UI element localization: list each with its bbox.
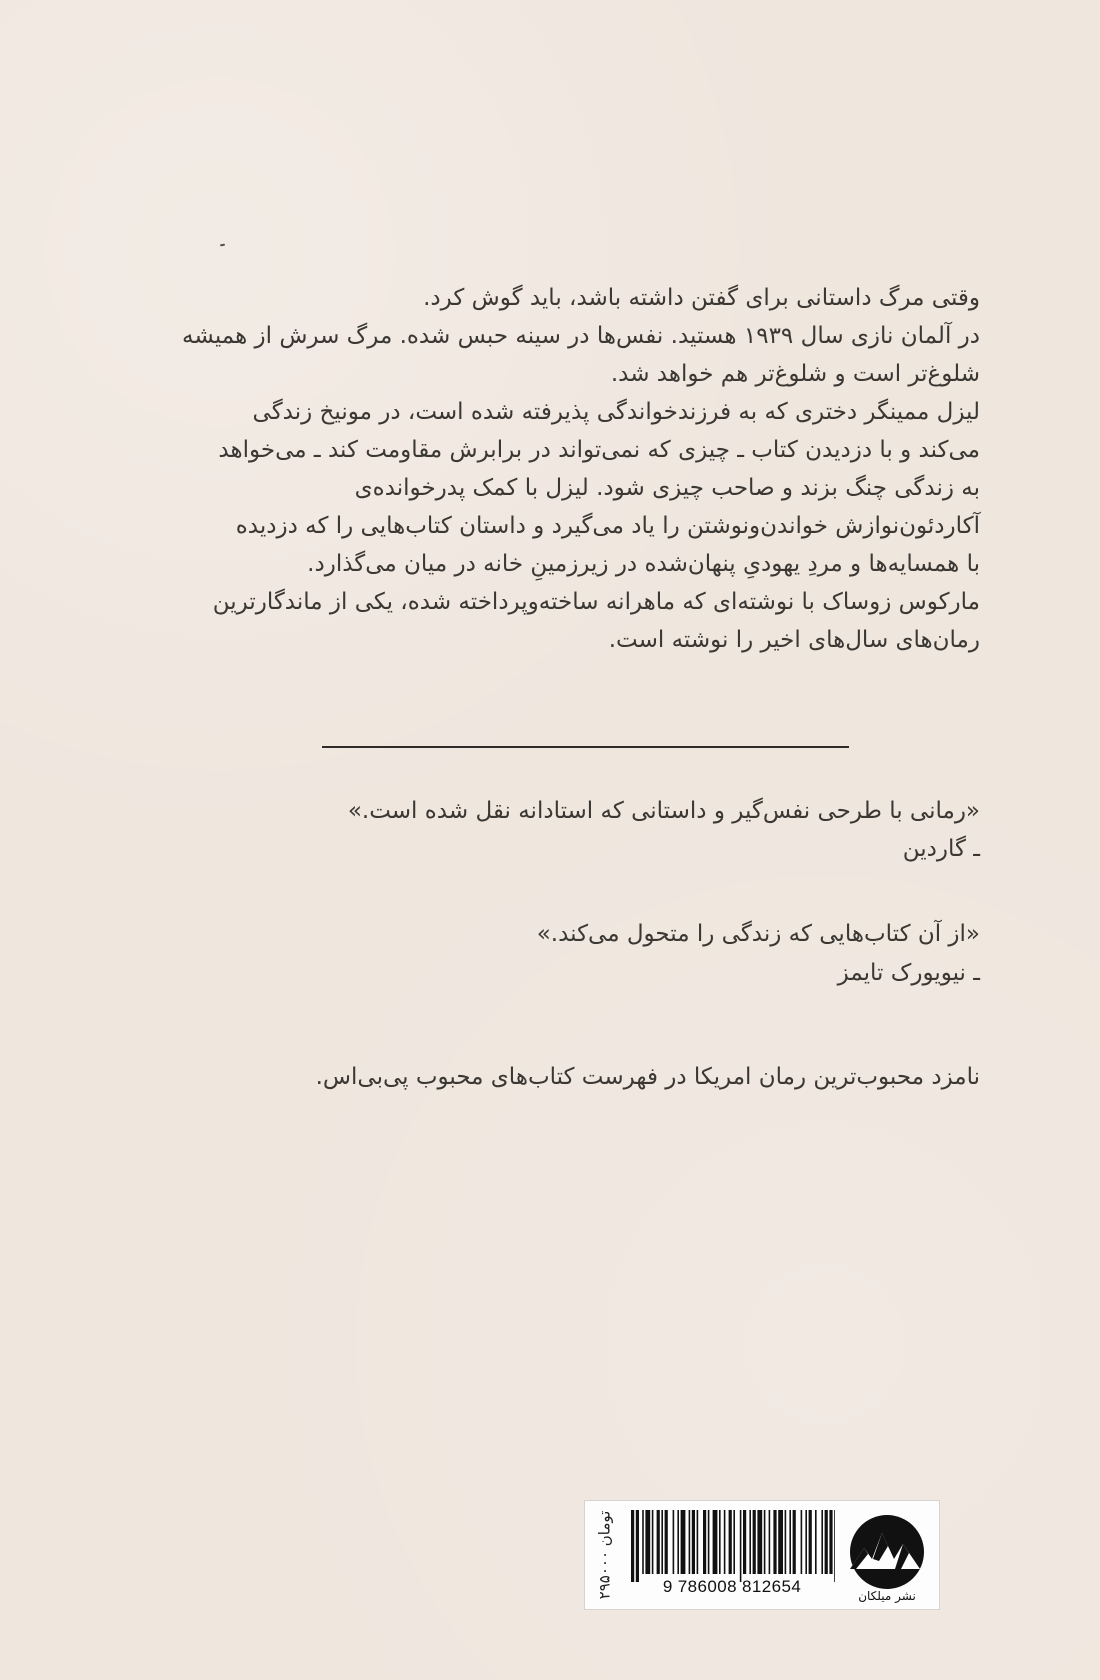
description-line: رمان‌های سال‌های اخیر را نوشته است. <box>608 627 980 653</box>
barcode-bar <box>743 1510 746 1574</box>
barcode-bar <box>749 1510 751 1574</box>
barcode-bar <box>769 1510 771 1574</box>
isbn-barcode <box>629 1510 835 1599</box>
section-divider <box>322 746 849 748</box>
barcode-bar <box>697 1510 699 1574</box>
barcode-bar <box>652 1510 654 1574</box>
description-line: با همسایه‌ها و مردِ یهودیِ پنهان‌شده در زیرزمینِ خانه در میان می‌گذارد. <box>307 551 980 577</box>
guardian-quote: «رمانی با طرحی نفس‌گیر و داستانی که استادانه نقل شده است.» <box>347 798 980 824</box>
barcode-bar <box>724 1510 726 1574</box>
description-line: مارکوس زوساک با نوشته‌ای که ماهرانه ساخته‌وپرداخته شده، یکی از ماندگارترین <box>212 589 980 615</box>
barcode-bar <box>661 1510 663 1574</box>
price-text: ۲۹۵۰۰۰ تومان <box>595 1510 613 1599</box>
barcode-bar <box>825 1510 828 1574</box>
barcode-bar <box>665 1510 668 1574</box>
barcode-bar <box>719 1510 721 1574</box>
barcode-bar <box>785 1510 787 1574</box>
description-line: به زندگی چنگ بزند و صاحب چیزی شود. لیزل با کمک پدرخوانده‌ی <box>354 475 980 501</box>
description-line: شلوغ‌تر است و شلوغ‌تر هم خواهد شد. <box>610 361 980 387</box>
barcode-bar <box>829 1510 832 1574</box>
guardian-credit: ـ گاردین <box>902 836 980 862</box>
description-line: آکاردئون‌نوازش خواندن‌ونوشتن را یاد می‌گیرد و داستان کتاب‌هایی را که دزدیده <box>235 513 980 539</box>
barcode-bar <box>713 1510 718 1574</box>
barcode-bar <box>773 1510 776 1574</box>
barcode-bar <box>764 1510 766 1574</box>
barcode-bar <box>673 1510 675 1574</box>
barcode-bar <box>805 1510 807 1574</box>
barcode-bar <box>645 1510 650 1574</box>
price-label <box>586 1501 622 1608</box>
barcode-graphic <box>629 1510 835 1586</box>
isbn-number: 9 786008 812654 <box>662 1577 802 1596</box>
paper-speck <box>220 244 225 247</box>
barcode-bar <box>733 1510 735 1574</box>
publisher-name: نشر میلکان <box>858 1589 916 1603</box>
barcode-bar <box>809 1510 812 1574</box>
barcode-bar <box>740 1510 742 1582</box>
barcode-bar <box>636 1510 639 1582</box>
barcode-bar <box>689 1510 691 1574</box>
barcode-bar <box>729 1510 732 1574</box>
new-york-times-credit: ـ نیویورک تایمز <box>837 960 980 986</box>
barcode-bar <box>793 1510 796 1574</box>
barcode-bar <box>834 1510 835 1582</box>
barcode-bar <box>681 1510 686 1574</box>
description-line: در آلمان نازی سال ۱۹۳۹ هستید. نفس‌ها در سینه حبس شده. مرگ سرش از همیشه <box>181 323 980 349</box>
description-line: وقتی مرگ داستانی برای گفتن داشته باشد، باید گوش کرد. <box>423 285 980 311</box>
award-nomination: نامزد محبوب‌ترین رمان امریکا در فهرست کتاب‌های محبوب پی‌بی‌اس. <box>315 1064 980 1090</box>
description-line: می‌کند و با دزدیدن کتاب ـ چیزی که نمی‌تواند در برابرش مقاومت کند ـ می‌خواهد <box>218 437 980 463</box>
barcode-bar <box>815 1510 817 1574</box>
barcode-bar <box>708 1510 710 1574</box>
barcode-bar <box>703 1510 706 1574</box>
barcode-bar <box>642 1510 644 1574</box>
barcode-bar <box>677 1510 679 1574</box>
barcode-bar <box>657 1510 660 1574</box>
new-york-times-quote: «از آن کتاب‌هایی که زندگی را متحول می‌کند.» <box>536 921 980 947</box>
barcode-bar <box>821 1510 823 1574</box>
barcode-bar <box>757 1510 762 1574</box>
description-line: لیزل ممینگر دختری که به فرزندخواندگی پذیرفته شده است، در مونیخ زندگی <box>252 399 980 425</box>
barcode-bar <box>778 1510 783 1574</box>
barcode-bar <box>692 1510 695 1574</box>
barcode-bar <box>753 1510 756 1574</box>
barcode-bar <box>801 1510 803 1574</box>
barcode-bar <box>789 1510 791 1574</box>
three-mountains-logo-icon <box>846 1513 928 1591</box>
barcode-bar <box>631 1510 634 1582</box>
